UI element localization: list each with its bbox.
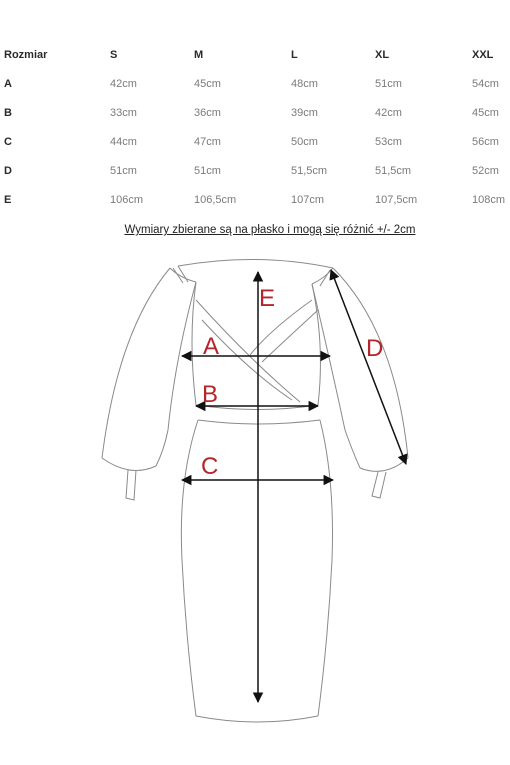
table-cell: 42cm (110, 77, 137, 90)
table-cell: 36cm (194, 106, 221, 119)
table-cell: 56cm (472, 135, 499, 148)
table-cell: 52cm (472, 164, 499, 177)
table-cell: 44cm (110, 135, 137, 148)
table-cell: 107cm (291, 193, 325, 206)
measure-line-d (331, 270, 406, 464)
label-b: B (202, 381, 219, 408)
dress-outline (102, 259, 408, 722)
label-a: A (203, 333, 220, 360)
header-l: L (291, 48, 298, 61)
table-cell: 45cm (472, 106, 499, 119)
label-e: E (259, 285, 276, 312)
header-xxl: XXL (472, 48, 494, 61)
table-cell: 47cm (194, 135, 221, 148)
table-cell: 108cm (472, 193, 506, 206)
measurement-note: Wymiary zbierane są na płasko i mogą się różnić +/- 2cm (124, 224, 416, 236)
table-cell: 51cm (375, 77, 402, 90)
table-cell: 53cm (375, 135, 402, 148)
header-s: S (110, 48, 118, 61)
row-label: E (4, 193, 12, 206)
table-cell: 33cm (110, 106, 137, 119)
row-label: B (4, 106, 12, 119)
table-cell: 42cm (375, 106, 402, 119)
table-cell: 48cm (291, 77, 318, 90)
table-cell: 50cm (291, 135, 318, 148)
row-label: D (4, 164, 12, 177)
header-size: Rozmiar (4, 48, 48, 61)
header-m: M (194, 48, 204, 61)
table-cell: 39cm (291, 106, 318, 119)
label-c: C (201, 453, 219, 480)
table-cell: 51cm (110, 164, 137, 177)
table-cell: 51cm (194, 164, 221, 177)
row-label: C (4, 135, 12, 148)
table-cell: 51,5cm (291, 164, 328, 177)
table-cell: 106,5cm (194, 193, 237, 206)
table-cell: 107,5cm (375, 193, 418, 206)
table-cell: 106cm (110, 193, 144, 206)
label-d: D (366, 335, 384, 362)
table-cell: 54cm (472, 77, 499, 90)
table-cell: 45cm (194, 77, 221, 90)
header-xl: XL (375, 48, 390, 61)
row-label: A (4, 77, 12, 90)
table-cell: 51,5cm (375, 164, 412, 177)
